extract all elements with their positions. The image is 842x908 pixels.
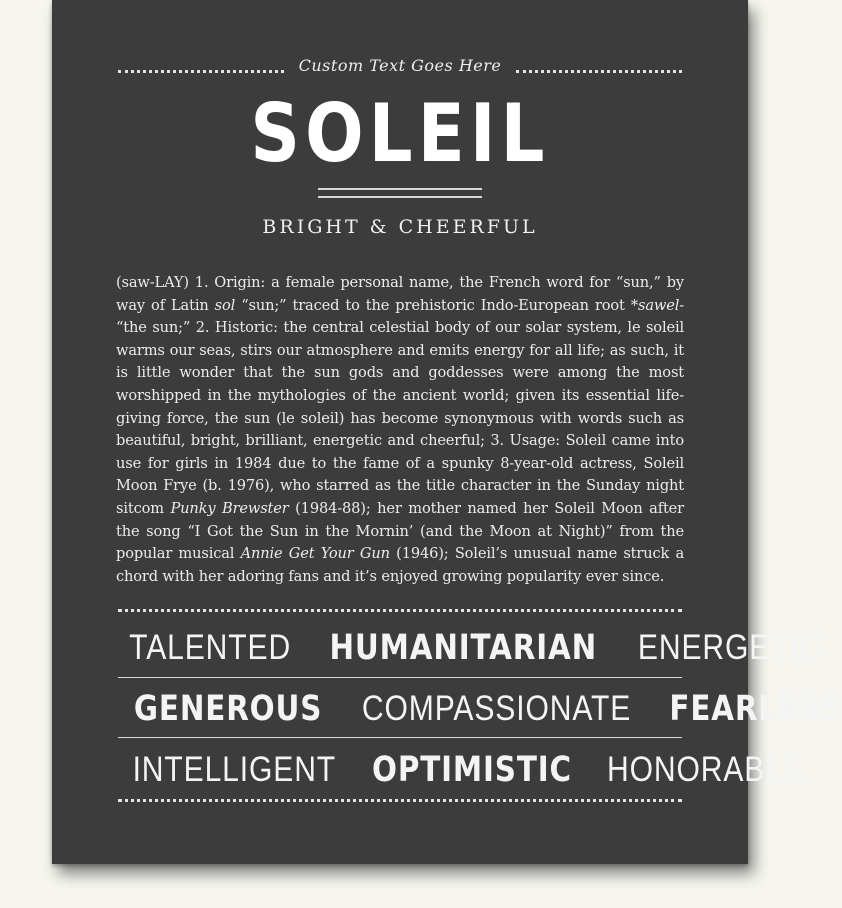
trait: FEARLESS [669, 689, 842, 729]
name-definition: (saw-LAY) 1. Origin: a female personal name, the French word for “sun,” by way of Latin sol “sun;” traced to the prehistoric Indo-European root *sawel- “the sun;” 2. Historic: the central celestial body of our solar system, le soleil warms our seas, stirs our atmosphere and emits energy for all life; as such, it is little wonder that the sun gods and goddesses were among the most worshipped in the mythologies of the ancient world; given its essential life-giving force, the sun (le soleil) has become synonymous with words such as beautiful, bright, brilliant, energetic and cheerful; 3. Usage: Soleil came into use for girls in 1984 due to the fame of a spunky 8-year-old actress, Soleil Moon Frye (b. 1976), who starred as the title character in the Sunday night sitcom Punky Brewster (1984-88); her mother named her Soleil Moon after the song “I Got the Sun in the Mornin’ (and the Moon at Night)” from the popular musical Annie Get Your Gun (1946); Soleil’s unusual name struck a chord with her adoring fans and it’s enjoyed growing popularity ever since. [116, 274, 685, 585]
trait: HUMANITARIAN [329, 628, 598, 668]
trait: HONORABLE [606, 750, 804, 789]
trait: COMPASSIONATE [362, 689, 632, 728]
name-meaning: BRIGHT & CHEERFUL [262, 216, 538, 238]
name-underline-top [318, 188, 482, 190]
custom-text: Custom Text Goes Here [298, 56, 502, 75]
traits-top-dotted-divider [118, 609, 682, 612]
trait: ENERGETIC [637, 628, 822, 667]
trait-divider-1 [118, 677, 682, 678]
trait: INTELLIGENT [132, 750, 337, 789]
trait: OPTIMISTIC [371, 750, 572, 790]
traits-bottom-dotted-divider [118, 799, 682, 802]
name-poster [52, 0, 842, 864]
trait-row-2 [116, 681, 842, 737]
name-title: SOLEIL [250, 87, 550, 180]
trait-row-3 [116, 742, 804, 798]
trait: GENEROUS [133, 689, 323, 729]
trait-row-1 [116, 620, 822, 676]
trait: TALENTED [129, 628, 292, 667]
name-underline-bottom [318, 196, 482, 198]
trait-divider-2 [118, 737, 682, 738]
